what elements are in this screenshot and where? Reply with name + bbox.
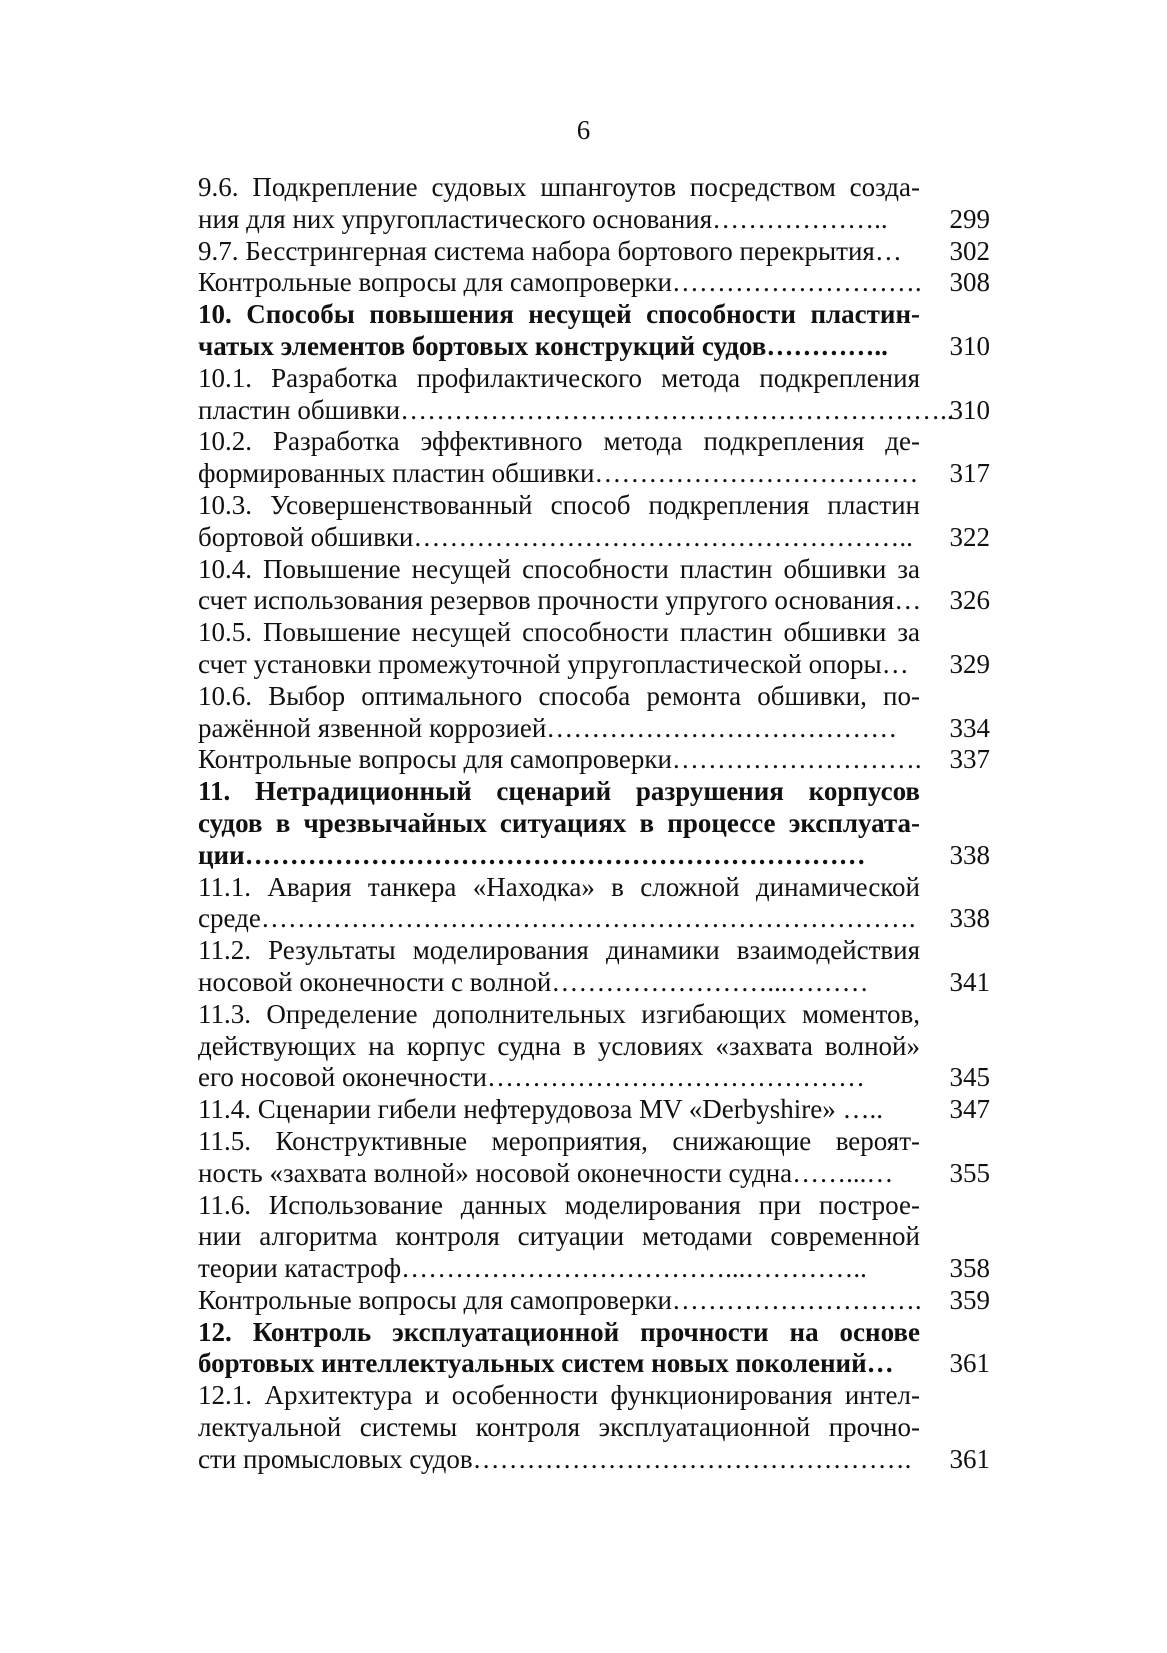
toc-entry-title: [198, 299, 920, 363]
toc-entry-page-number: 310: [949, 394, 990, 425]
table-of-contents: [198, 172, 990, 1476]
toc-entry-line: пластин обшивки……………………………………………………..: [198, 394, 954, 425]
toc-entry-page-number: 326: [949, 585, 990, 616]
toc-entry: [198, 1190, 990, 1285]
toc-entry-line: теории катастроф………………………………...…………..: [198, 1253, 867, 1284]
toc-entry-page-number: 329: [949, 648, 990, 679]
toc-entry: [198, 1380, 990, 1475]
toc-entry-title: [198, 1317, 920, 1381]
toc-entry: [198, 267, 990, 299]
toc-entry-page-number: 302: [949, 235, 990, 266]
toc-entry: [198, 681, 990, 745]
toc-entry-title: [198, 172, 920, 236]
toc-entry-title: [198, 236, 920, 268]
toc-entry-title: [198, 681, 920, 745]
toc-entry-line: ния для них упругопластического основания………………..: [198, 203, 888, 234]
toc-entry-line: 10.4. Повышение несущей способности пластин обшивки за: [198, 553, 920, 584]
toc-entry-line: ражённой язвенной коррозией…………………………………: [198, 712, 898, 743]
toc-entry-page-number: 347: [949, 1094, 990, 1125]
toc-entry-line: лектуальной системы контроля эксплуатационной прочно-: [198, 1412, 920, 1443]
toc-entry: [198, 236, 990, 268]
toc-entry-title: [198, 1094, 920, 1126]
toc-entry-line: 11.2. Результаты моделирования динамики взаимодействия: [198, 935, 920, 966]
toc-entry-line: счет использования резервов прочности упругого основания…: [198, 585, 922, 616]
toc-entry-page-number: 334: [949, 712, 990, 743]
toc-entry-line: его носовой оконечности……………………………………: [198, 1062, 865, 1093]
toc-entry: [198, 554, 990, 618]
toc-entry-page-number: 361: [949, 1348, 990, 1379]
toc-entry-line: 9.6. Подкрепление судовых шпангоутов посредством созда-: [198, 172, 920, 202]
toc-entry-page-number: 359: [949, 1284, 990, 1315]
toc-entry: [198, 999, 990, 1094]
toc-entry-title: [198, 617, 920, 681]
toc-entry-line: 10.2. Разработка эффективного метода подкрепления де-: [198, 426, 920, 457]
toc-entry-page-number: 310: [949, 330, 990, 361]
toc-entry-line: носовой оконечности с волной……………………...………: [198, 966, 869, 997]
toc-entry-line: среде……………………………………………………………….: [198, 903, 916, 934]
toc-entry-title: [198, 872, 920, 936]
toc-entry-title: [198, 490, 920, 554]
toc-entry-title: [198, 776, 920, 871]
toc-entry-title: [198, 1285, 920, 1317]
toc-entry-title: [198, 1190, 920, 1285]
toc-entry: [198, 872, 990, 936]
toc-entry-line: сти промысловых судов………………………………………….: [198, 1443, 912, 1474]
toc-entry-page-number: 322: [949, 521, 990, 552]
toc-entry: [198, 617, 990, 681]
toc-entry-line: ность «захвата волной» носовой оконечности судна……...…: [198, 1157, 894, 1188]
toc-entry-line: 11.4. Сценарии гибели нефтерудовоза MV «Derbyshire» …..: [198, 1094, 883, 1125]
toc-entry-title: [198, 426, 920, 490]
toc-entry-line: 11.1. Авария танкера «Находка» в сложной динамической: [198, 871, 920, 902]
toc-entry-line: формированных пластин обшивки………………………………: [198, 458, 919, 489]
toc-entry-page-number: 337: [949, 744, 990, 775]
toc-entry: [198, 490, 990, 554]
toc-entry-line: бортовых интеллектуальных систем новых поколений…: [198, 1348, 894, 1379]
toc-entry-line: ции……………………………………………………………: [198, 839, 866, 870]
toc-entry: [198, 744, 990, 776]
toc-entry-line: бортовой обшивки………………………………………………..: [198, 521, 913, 552]
toc-entry-line: Контрольные вопросы для самопроверки……………………….: [198, 1284, 922, 1315]
toc-entry-page-number: 355: [949, 1157, 990, 1188]
toc-entry-title: [198, 267, 920, 299]
toc-entry-page-number: 345: [949, 1062, 990, 1093]
toc-entry-line: чатых элементов бортовых конструкций судов…………..: [198, 330, 888, 361]
toc-entry: [198, 363, 990, 427]
toc-entry-title: [198, 554, 920, 618]
toc-entry-line: 10.5. Повышение несущей способности пластин обшивки за: [198, 617, 920, 648]
toc-entry-title: [198, 1380, 920, 1475]
toc-entry: [198, 1126, 990, 1190]
toc-entry-line: Контрольные вопросы для самопроверки……………………….: [198, 744, 922, 775]
toc-chapter-entry: [198, 776, 990, 871]
toc-entry-line: 11.3. Определение дополнительных изгибающих моментов,: [198, 998, 920, 1029]
toc-chapter-entry: [198, 299, 990, 363]
toc-entry-title: [198, 999, 920, 1094]
toc-entry: [198, 1094, 990, 1126]
toc-entry: [198, 426, 990, 490]
toc-entry-line: 10.6. Выбор оптимального способа ремонта обшивки, по-: [198, 680, 920, 711]
toc-entry-page-number: 308: [949, 267, 990, 298]
toc-entry-page-number: 338: [949, 839, 990, 870]
toc-entry-title: [198, 744, 920, 776]
toc-entry-line: 11.5. Конструктивные мероприятия, снижающие вероят-: [198, 1125, 920, 1156]
toc-entry-line: действующих на корпус судна в условиях «захвата волной»: [198, 1030, 920, 1061]
page-number: 6: [576, 115, 591, 145]
toc-entry-line: нии алгоритма контроля ситуации методами современной: [198, 1221, 920, 1252]
toc-entry-page-number: 317: [949, 458, 990, 489]
toc-entry-line: 12.1. Архитектура и особенности функционирования интел-: [198, 1380, 920, 1411]
toc-entry-line: 9.7. Бесстрингерная система набора бортового перекрытия…: [198, 235, 902, 266]
toc-entry-line: судов в чрезвычайных ситуациях в процессе эксплуата-: [198, 807, 920, 838]
toc-entry-line: 10.1. Разработка профилактического метода подкрепления: [198, 362, 920, 393]
toc-entry: [198, 1285, 990, 1317]
toc-entry-line: 10. Способы повышения несущей способности пластин-: [198, 299, 920, 330]
toc-entry-line: Контрольные вопросы для самопроверки……………………….: [198, 267, 922, 298]
toc-entry: [198, 172, 990, 236]
toc-entry-title: [198, 935, 920, 999]
toc-entry-line: 10.3. Усовершенствованный способ подкрепления пластин: [198, 489, 920, 520]
toc-entry-title: [198, 362, 954, 427]
toc-entry-page-number: 361: [949, 1443, 990, 1474]
toc-chapter-entry: [198, 1317, 990, 1381]
toc-entry-line: 11. Нетрадиционный сценарий разрушения корпусов: [198, 776, 920, 807]
toc-entry-page-number: 341: [949, 966, 990, 997]
toc-entry-line: 11.6. Использование данных моделирования при построе-: [198, 1189, 920, 1220]
toc-entry-line: счет установки промежуточной упругопластической опоры…: [198, 648, 909, 679]
toc-entry-page-number: 338: [949, 903, 990, 934]
toc-entry-line: 12. Контроль эксплуатационной прочности на основе: [198, 1316, 920, 1347]
toc-entry: [198, 935, 990, 999]
toc-entry-title: [198, 1126, 920, 1190]
toc-entry-page-number: 358: [949, 1253, 990, 1284]
toc-entry-page-number: 299: [949, 203, 990, 234]
